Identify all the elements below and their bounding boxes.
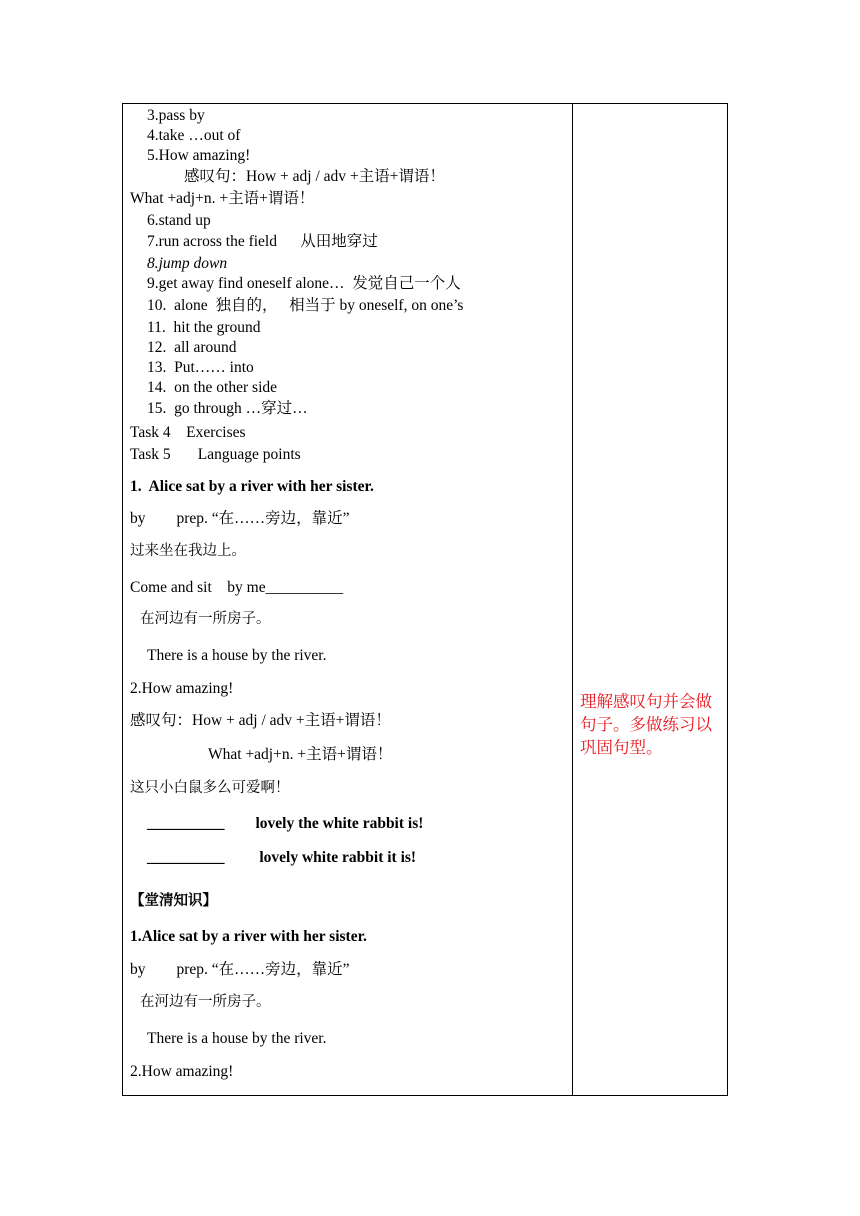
exercise-what: __________ lovely white rabbit it is! <box>147 849 417 866</box>
item-9: 9.get away find oneself alone… 发觉自己一个人 <box>147 275 461 292</box>
exercise-how: __________ lovely the white rabbit is! <box>147 815 424 832</box>
example-en-2: There is a house by the river. <box>147 647 327 664</box>
by-definition: by prep. “在……旁边，靠近” <box>130 510 350 527</box>
task-5: Task 5 Language points <box>130 446 301 463</box>
section-heading: 【堂清知识】 <box>130 893 217 909</box>
item-8: 8.jump down <box>147 255 228 272</box>
item-3: 3.pass by <box>147 107 205 124</box>
review-point-1: 1.Alice sat by a river with her sister. <box>130 928 367 945</box>
item-11: 11. hit the ground <box>147 319 261 336</box>
point-1-heading: 1. Alice sat by a river with her sister. <box>130 478 374 495</box>
exclamation-rule-what-2: What +adj+n. +主语+谓语！ <box>208 746 393 763</box>
point-2-heading: 2.How amazing! <box>130 680 234 697</box>
item-5: 5.How amazing! <box>147 147 251 164</box>
example-cn-2: 在河边有一所房子。 <box>140 611 271 627</box>
item-14: 14. on the other side <box>147 379 278 396</box>
item-12: 12. all around <box>147 339 237 356</box>
review-example-en: There is a house by the river. <box>147 1030 327 1047</box>
exclamation-rule-how-2: 感叹句：How + adj / adv +主语+谓语！ <box>130 712 391 729</box>
exclamation-rule-what: What +adj+n. +主语+谓语！ <box>130 190 315 207</box>
example-en-1: Come and sit by me__________ <box>130 579 344 596</box>
item-7: 7.run across the field 从田地穿过 <box>147 233 378 250</box>
review-example-cn: 在河边有一所房子。 <box>140 994 271 1010</box>
example-cn-3: 这只小白鼠多么可爱啊！ <box>130 780 290 796</box>
exclamation-rule-how: 感叹句：How + adj / adv +主语+谓语！ <box>184 168 445 185</box>
example-cn-1: 过来坐在我边上。 <box>130 543 246 559</box>
item-6: 6.stand up <box>147 212 211 229</box>
column-divider <box>572 104 573 1095</box>
item-15: 15. go through …穿过… <box>147 400 308 417</box>
lesson-table <box>122 103 728 1096</box>
task-4: Task 4 Exercises <box>130 424 246 441</box>
item-10: 10. alone 独自的， 相当于 by oneself, on one’s <box>147 297 464 314</box>
teaching-note: 理解感叹句并会做句子。多做练习以巩固句型。 <box>580 692 712 757</box>
review-by-definition: by prep. “在……旁边，靠近” <box>130 961 350 978</box>
item-4: 4.take …out of <box>147 127 241 144</box>
item-13: 13. Put…… into <box>147 359 254 376</box>
review-point-2: 2.How amazing! <box>130 1063 234 1080</box>
